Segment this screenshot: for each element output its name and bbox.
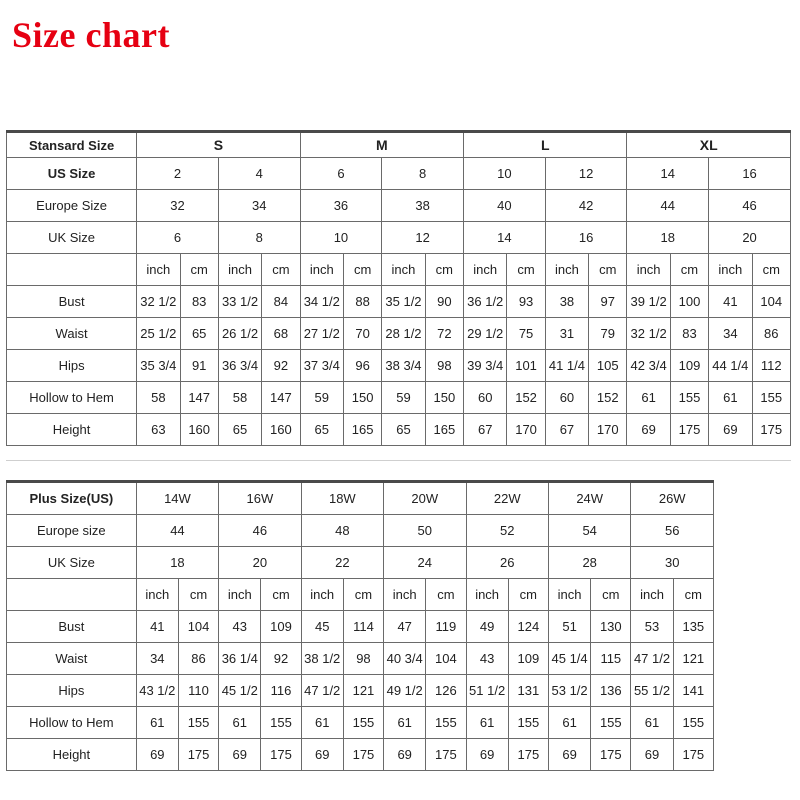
measurement-value: 33 1/2: [218, 286, 261, 318]
measurement-value: 100: [670, 286, 708, 318]
plus-measurement-row-hollow-to-hem: [7, 707, 714, 739]
measurement-value: 92: [262, 350, 300, 382]
measurement-label: Bust: [7, 611, 137, 643]
measurement-value: 170: [507, 414, 545, 446]
measurement-value: 104: [426, 643, 466, 675]
measurement-value: 91: [180, 350, 218, 382]
measurement-value: 31: [545, 318, 588, 350]
size-group-s: S: [137, 132, 300, 158]
europe-size-cell: 40: [464, 190, 546, 222]
measurement-value: 119: [426, 611, 466, 643]
measurement-row-hips: [7, 350, 791, 382]
measurement-value: 45 1/2: [219, 675, 261, 707]
standard-size-label: Stansard Size: [7, 132, 137, 158]
measurement-value: 175: [261, 739, 301, 771]
us-size-cell: 6: [300, 158, 382, 190]
measurement-value: 86: [178, 643, 218, 675]
measurement-value: 42 3/4: [627, 350, 670, 382]
measurement-value: 90: [425, 286, 463, 318]
measurement-value: 147: [262, 382, 300, 414]
measurement-value: 83: [670, 318, 708, 350]
measurement-value: 135: [673, 611, 713, 643]
measurement-value: 41 1/4: [545, 350, 588, 382]
plus-uk-size-cell: 24: [384, 547, 466, 579]
measurement-value: 26 1/2: [218, 318, 261, 350]
measurement-value: 155: [591, 707, 631, 739]
us-size-cell: 12: [545, 158, 627, 190]
measurement-value: 65: [180, 318, 218, 350]
unit-cm: cm: [261, 579, 301, 611]
measurement-value: 34: [136, 643, 178, 675]
measurement-value: 63: [137, 414, 180, 446]
measurement-value: 29 1/2: [464, 318, 507, 350]
measurement-value: 104: [752, 286, 790, 318]
measurement-value: 175: [670, 414, 708, 446]
measurement-value: 121: [673, 643, 713, 675]
unit-inch: inch: [627, 254, 670, 286]
uk-size-cell: 18: [627, 222, 709, 254]
measurement-value: 67: [464, 414, 507, 446]
europe-size-cell: 38: [382, 190, 464, 222]
uk-size-label: UK Size: [7, 222, 137, 254]
europe-size-cell: 34: [218, 190, 300, 222]
measurement-value: 39 3/4: [464, 350, 507, 382]
measurement-value: 32 1/2: [627, 318, 670, 350]
measurement-value: 49 1/2: [384, 675, 426, 707]
measurement-value: 79: [589, 318, 627, 350]
plus-europe-size-cell: 50: [384, 515, 466, 547]
plus-measurement-row-waist: [7, 643, 714, 675]
plus-uk-size-row: [7, 547, 714, 579]
measurement-value: 165: [343, 414, 381, 446]
measurement-value: 43 1/2: [136, 675, 178, 707]
measurement-value: 69: [709, 414, 752, 446]
plus-us-size-cell: 16W: [219, 482, 301, 515]
measurement-value: 104: [178, 611, 218, 643]
measurement-value: 41: [136, 611, 178, 643]
us-size-cell: 10: [464, 158, 546, 190]
measurement-value: 60: [464, 382, 507, 414]
unit-cm: cm: [180, 254, 218, 286]
measurement-value: 53 1/2: [548, 675, 590, 707]
measurement-value: 170: [589, 414, 627, 446]
unit-inch: inch: [466, 579, 508, 611]
measurement-value: 40 3/4: [384, 643, 426, 675]
measurement-value: 69: [136, 739, 178, 771]
measurement-value: 65: [218, 414, 261, 446]
measurement-value: 32 1/2: [137, 286, 180, 318]
measurement-value: 175: [752, 414, 790, 446]
measurement-value: 61: [631, 707, 673, 739]
measurement-value: 75: [507, 318, 545, 350]
measurement-value: 41: [709, 286, 752, 318]
measurement-value: 67: [545, 414, 588, 446]
measurement-value: 47: [384, 611, 426, 643]
measurement-value: 36 3/4: [218, 350, 261, 382]
measurement-value: 44 1/4: [709, 350, 752, 382]
measurement-value: 124: [508, 611, 548, 643]
plus-measurement-row-bust: [7, 611, 714, 643]
measurement-value: 84: [262, 286, 300, 318]
measurement-value: 65: [300, 414, 343, 446]
measurement-value: 27 1/2: [300, 318, 343, 350]
unit-inch: inch: [464, 254, 507, 286]
measurement-value: 34 1/2: [300, 286, 343, 318]
measurement-value: 69: [301, 739, 343, 771]
measurement-value: 72: [425, 318, 463, 350]
unit-cm: cm: [670, 254, 708, 286]
measurement-value: 160: [262, 414, 300, 446]
uk-size-cell: 8: [218, 222, 300, 254]
europe-size-label: Europe Size: [7, 190, 137, 222]
uk-size-cell: 10: [300, 222, 382, 254]
measurement-value: 98: [343, 643, 383, 675]
measurement-value: 116: [261, 675, 301, 707]
measurement-value: 61: [627, 382, 670, 414]
measurement-value: 96: [343, 350, 381, 382]
europe-size-cell: 36: [300, 190, 382, 222]
unit-inch: inch: [218, 254, 261, 286]
measurement-value: 83: [180, 286, 218, 318]
measurement-value: 45: [301, 611, 343, 643]
measurement-label: Waist: [7, 318, 137, 350]
unit-cm: cm: [507, 254, 545, 286]
europe-size-cell: 44: [627, 190, 709, 222]
unit-row: [7, 254, 791, 286]
plus-uk-size-cell: 22: [301, 547, 383, 579]
plus-uk-size-cell: 18: [136, 547, 218, 579]
measurement-value: 98: [425, 350, 463, 382]
measurement-value: 175: [426, 739, 466, 771]
measurement-value: 61: [136, 707, 178, 739]
plus-europe-size-cell: 48: [301, 515, 383, 547]
uk-size-cell: 16: [545, 222, 627, 254]
measurement-value: 109: [261, 611, 301, 643]
measurement-value: 92: [261, 643, 301, 675]
measurement-value: 109: [508, 643, 548, 675]
measurement-value: 25 1/2: [137, 318, 180, 350]
unit-inch: inch: [548, 579, 590, 611]
us-size-cell: 8: [382, 158, 464, 190]
uk-size-cell: 6: [137, 222, 219, 254]
measurement-value: 61: [548, 707, 590, 739]
measurement-value: 69: [631, 739, 673, 771]
measurement-value: 69: [466, 739, 508, 771]
measurement-value: 47 1/2: [631, 643, 673, 675]
measurement-value: 61: [466, 707, 508, 739]
measurement-value: 155: [670, 382, 708, 414]
measurement-value: 58: [137, 382, 180, 414]
unit-cm: cm: [591, 579, 631, 611]
measurement-value: 155: [673, 707, 713, 739]
measurement-value: 97: [589, 286, 627, 318]
us-size-label: US Size: [7, 158, 137, 190]
plus-measurement-row-hips: [7, 675, 714, 707]
measurement-label: Hollow to Hem: [7, 707, 137, 739]
measurement-value: 35 3/4: [137, 350, 180, 382]
plus-europe-size-cell: 54: [548, 515, 630, 547]
measurement-label: Height: [7, 414, 137, 446]
measurement-value: 114: [343, 611, 383, 643]
size-group-m: M: [300, 132, 463, 158]
measurement-value: 69: [219, 739, 261, 771]
measurement-value: 53: [631, 611, 673, 643]
measurement-label: Waist: [7, 643, 137, 675]
unit-inch: inch: [301, 579, 343, 611]
measurement-value: 61: [301, 707, 343, 739]
measurement-value: 109: [670, 350, 708, 382]
measurement-value: 110: [178, 675, 218, 707]
europe-size-cell: 32: [137, 190, 219, 222]
measurement-value: 65: [382, 414, 425, 446]
plus-europe-size-cell: 56: [631, 515, 714, 547]
measurement-value: 43: [466, 643, 508, 675]
measurement-value: 43: [219, 611, 261, 643]
unit-cm: cm: [343, 254, 381, 286]
measurement-value: 39 1/2: [627, 286, 670, 318]
uk-size-cell: 12: [382, 222, 464, 254]
unit-inch: inch: [219, 579, 261, 611]
plus-europe-size-label: Europe size: [7, 515, 137, 547]
europe-size-cell: 46: [709, 190, 791, 222]
measurement-value: 61: [709, 382, 752, 414]
measurement-label: Hips: [7, 675, 137, 707]
measurement-value: 155: [261, 707, 301, 739]
size-group-row: [7, 132, 791, 158]
uk-size-cell: 20: [709, 222, 791, 254]
plus-us-size-cell: 24W: [548, 482, 630, 515]
plus-europe-size-cell: 44: [136, 515, 218, 547]
page-title: Size chart: [12, 15, 170, 55]
measurement-value: 60: [545, 382, 588, 414]
measurement-value: 88: [343, 286, 381, 318]
plus-europe-size-row: [7, 515, 714, 547]
measurement-value: 38 3/4: [382, 350, 425, 382]
measurement-value: 35 1/2: [382, 286, 425, 318]
plus-uk-size-cell: 28: [548, 547, 630, 579]
measurement-value: 141: [673, 675, 713, 707]
measurement-value: 155: [508, 707, 548, 739]
unit-cm: cm: [343, 579, 383, 611]
measurement-value: 175: [178, 739, 218, 771]
measurement-value: 36 1/4: [219, 643, 261, 675]
us-size-cell: 14: [627, 158, 709, 190]
measurement-value: 150: [425, 382, 463, 414]
measurement-value: 49: [466, 611, 508, 643]
measurement-value: 36 1/2: [464, 286, 507, 318]
unit-inch: inch: [382, 254, 425, 286]
plus-unit-row: [7, 579, 714, 611]
measurement-value: 61: [219, 707, 261, 739]
plus-uk-size-cell: 30: [631, 547, 714, 579]
uk-size-row: [7, 222, 791, 254]
measurement-value: 152: [507, 382, 545, 414]
measurement-value: 155: [343, 707, 383, 739]
measurement-value: 112: [752, 350, 790, 382]
measurement-value: 131: [508, 675, 548, 707]
measurement-value: 55 1/2: [631, 675, 673, 707]
measurement-value: 155: [752, 382, 790, 414]
measurement-row-bust: [7, 286, 791, 318]
measurement-value: 155: [426, 707, 466, 739]
measurement-value: 69: [384, 739, 426, 771]
measurement-value: 59: [382, 382, 425, 414]
empty-cell: [7, 579, 137, 611]
measurement-value: 126: [426, 675, 466, 707]
plus-europe-size-cell: 52: [466, 515, 548, 547]
unit-cm: cm: [178, 579, 218, 611]
plus-us-size-cell: 22W: [466, 482, 548, 515]
unit-cm: cm: [752, 254, 790, 286]
measurement-label: Hips: [7, 350, 137, 382]
measurement-value: 101: [507, 350, 545, 382]
plus-europe-size-cell: 46: [219, 515, 301, 547]
plus-uk-size-label: UK Size: [7, 547, 137, 579]
measurement-row-hollow-to-hem: [7, 382, 791, 414]
plus-uk-size-cell: 20: [219, 547, 301, 579]
unit-cm: cm: [673, 579, 713, 611]
plus-us-size-cell: 14W: [136, 482, 218, 515]
measurement-value: 175: [508, 739, 548, 771]
measurement-value: 136: [591, 675, 631, 707]
measurement-value: 68: [262, 318, 300, 350]
us-size-row: [7, 158, 791, 190]
measurement-value: 69: [548, 739, 590, 771]
unit-inch: inch: [300, 254, 343, 286]
measurement-value: 59: [300, 382, 343, 414]
measurement-value: 51: [548, 611, 590, 643]
plus-uk-size-cell: 26: [466, 547, 548, 579]
measurement-value: 175: [343, 739, 383, 771]
plus-size-table: [6, 480, 714, 771]
measurement-value: 165: [425, 414, 463, 446]
measurement-value: 147: [180, 382, 218, 414]
measurement-value: 175: [673, 739, 713, 771]
unit-cm: cm: [425, 254, 463, 286]
measurement-value: 93: [507, 286, 545, 318]
plus-size-label: Plus Size(US): [7, 482, 137, 515]
measurement-value: 37 3/4: [300, 350, 343, 382]
plus-us-size-cell: 18W: [301, 482, 383, 515]
measurement-value: 130: [591, 611, 631, 643]
unit-inch: inch: [545, 254, 588, 286]
us-size-cell: 16: [709, 158, 791, 190]
unit-inch: inch: [384, 579, 426, 611]
plus-us-size-cell: 26W: [631, 482, 714, 515]
plus-measurement-row-height: [7, 739, 714, 771]
plus-us-size-cell: 20W: [384, 482, 466, 515]
measurement-row-waist: [7, 318, 791, 350]
measurement-value: 28 1/2: [382, 318, 425, 350]
measurement-value: 115: [591, 643, 631, 675]
measurement-value: 86: [752, 318, 790, 350]
measurement-label: Height: [7, 739, 137, 771]
measurement-value: 105: [589, 350, 627, 382]
measurement-value: 160: [180, 414, 218, 446]
measurement-label: Hollow to Hem: [7, 382, 137, 414]
unit-cm: cm: [508, 579, 548, 611]
unit-cm: cm: [589, 254, 627, 286]
measurement-value: 51 1/2: [466, 675, 508, 707]
unit-inch: inch: [137, 254, 180, 286]
size-group-xl: XL: [627, 132, 791, 158]
empty-cell: [7, 254, 137, 286]
us-size-cell: 2: [137, 158, 219, 190]
measurement-value: 175: [591, 739, 631, 771]
uk-size-cell: 14: [464, 222, 546, 254]
unit-inch: inch: [136, 579, 178, 611]
measurement-value: 70: [343, 318, 381, 350]
measurement-value: 121: [343, 675, 383, 707]
measurement-label: Bust: [7, 286, 137, 318]
standard-size-table: [6, 130, 791, 446]
measurement-value: 47 1/2: [301, 675, 343, 707]
unit-cm: cm: [426, 579, 466, 611]
measurement-value: 155: [178, 707, 218, 739]
measurement-value: 152: [589, 382, 627, 414]
measurement-value: 45 1/4: [548, 643, 590, 675]
unit-inch: inch: [631, 579, 673, 611]
measurement-value: 38 1/2: [301, 643, 343, 675]
unit-inch: inch: [709, 254, 752, 286]
europe-size-row: [7, 190, 791, 222]
measurement-value: 34: [709, 318, 752, 350]
europe-size-cell: 42: [545, 190, 627, 222]
measurement-value: 69: [627, 414, 670, 446]
table-divider: [6, 460, 791, 461]
unit-cm: cm: [262, 254, 300, 286]
measurement-value: 58: [218, 382, 261, 414]
plus-us-size-row: [7, 482, 714, 515]
measurement-value: 38: [545, 286, 588, 318]
measurement-row-height: [7, 414, 791, 446]
size-group-l: L: [464, 132, 627, 158]
measurement-value: 61: [384, 707, 426, 739]
measurement-value: 150: [343, 382, 381, 414]
us-size-cell: 4: [218, 158, 300, 190]
